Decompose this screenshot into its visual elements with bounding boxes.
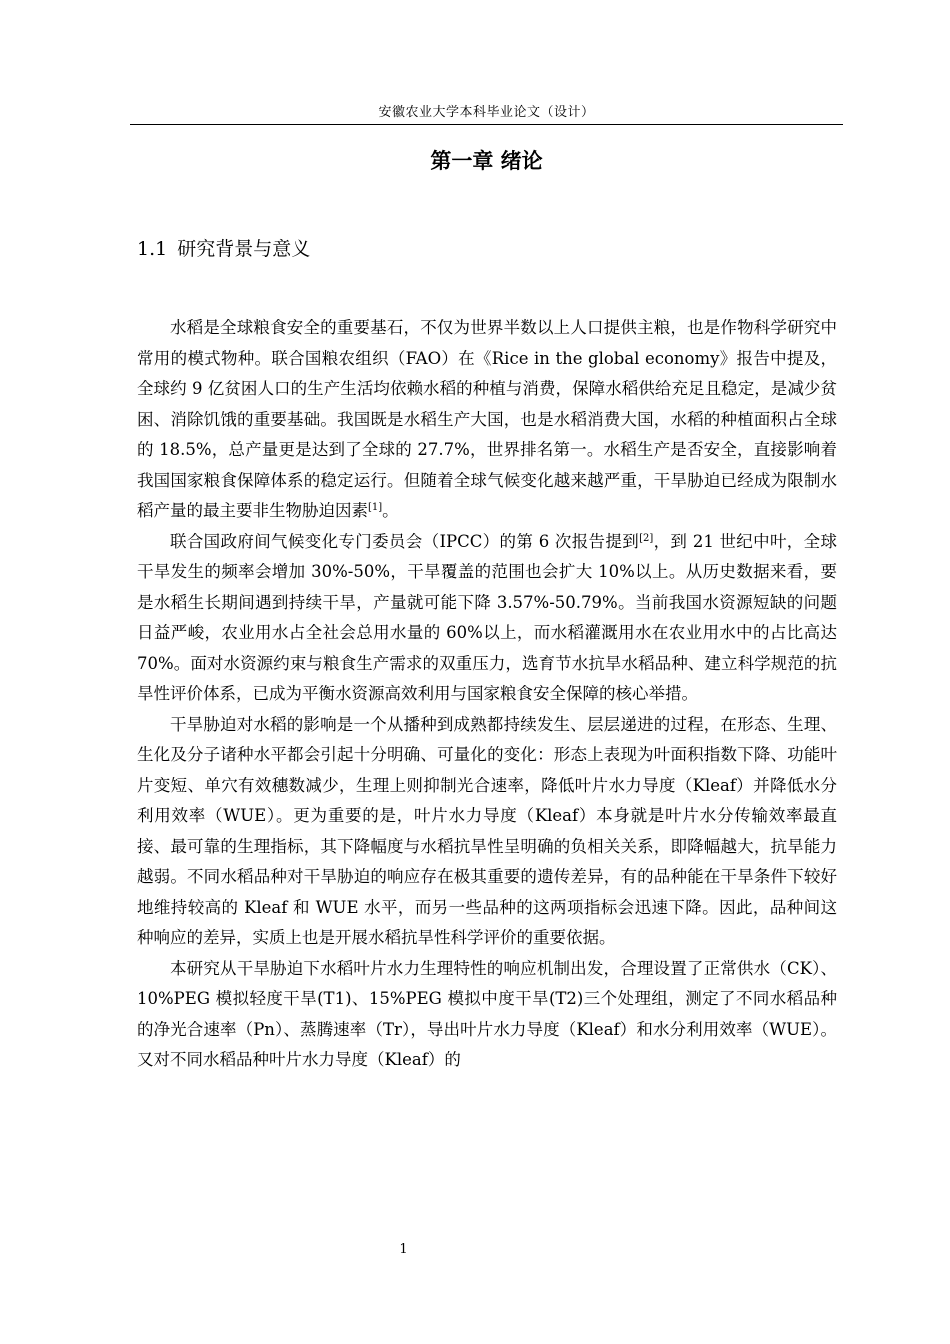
page-number: 1 (399, 1242, 408, 1257)
paragraph-text: 联合国政府间气候变化专门委员会（IPCC）的第 6 次报告提到 (170, 531, 640, 551)
paragraph-text: 水稻是全球粮食安全的重要基石，不仅为世界半数以上人口提供主粮，也是作物科学研究中常用的模式物种。联合国粮农组织（FAO）在《Rice in the global economy》报告中提及，全球约 9 亿贫困人口的生产生活均依赖水稻的种植与消费，保障水稻供给充足且稳定，是减少贫困、消除饥饿的重要基础。我国既是水稻生产大国，也是水稻消费大国，水稻的种植面积占全球的 18.5%，总产量更是达到了全球的 27.7%，世界排名第一。水稻生产是否安全，直接影响着我国国家粮食保障体系的稳定运行。但随着全球气候变化越来越严重，干旱胁迫已经成为限制水稻产量的最主要非生物胁迫因素 (137, 318, 837, 520)
section-number: 1.1 (137, 238, 168, 260)
body-text (137, 313, 837, 1076)
citation[interactable]: [2] (639, 532, 654, 544)
paragraph-1 (137, 313, 837, 527)
paragraph-tail: 。 (382, 501, 399, 520)
section-title (137, 235, 310, 263)
paragraph-4: 本研究从干旱胁迫下水稻叶片水力生理特性的响应机制出发，合理设置了正常供水（CK）、10%PEG 模拟轻度干旱(T1)、15%PEG 模拟中度干旱(T2)三个处理组，测定了不同水稻品种的净光合速率（Pn）、蒸腾速率（Tr），导出叶片水力导度（Kleaf）和水分利用效率（WUE）。又对不同水稻品种叶片水力导度（Kleaf）的 (137, 958, 837, 1069)
running-header: 安徽农业大学本科毕业论文（设计） (378, 105, 595, 120)
chapter-title: 第一章 绪论 (430, 149, 543, 173)
paragraph-tail: ，到 21 世纪中叶，全球干旱发生的频率会增加 30%-50%，干旱覆盖的范围也会扩大 10%以上。从历史数据来看，要是水稻生长期间遇到持续干旱，产量就可能下降 3.57%-50.79%。当前我国水资源短缺的问题日益严峻，农业用水占全社会总用水量的 60%以上，而水稻灌溉用水在农业用水中的占比高达 70%。面对水资源约束与粮食生产需求的双重压力，选育节水抗旱水稻品种、建立科学规范的抗旱性评价体系，已成为平衡水资源高效利用与国家粮食安全保障的核心举措。 (137, 531, 837, 703)
section-heading-text: 研究背景与意义 (177, 238, 311, 260)
citation[interactable]: [1] (368, 502, 383, 513)
header-rule (130, 124, 843, 125)
paragraph-3: 干旱胁迫对水稻的影响是一个从播种到成熟都持续发生、层层递进的过程，在形态、生理、生化及分子诸种水平都会引起十分明确、可量化的变化：形态上表现为叶面积指数下降、功能叶片变短、单穴有效穗数减少，生理上则抑制光合速率，降低叶片水力导度（Kleaf）并降低水分利用效率（WUE）。更为重要的是，叶片水力导度（Kleaf）本身就是叶片水分传输效率最直接、最可靠的生理指标，其下降幅度与水稻抗旱性呈明确的负相关关系，即降幅越大，抗旱能力越弱。不同水稻品种对干旱胁迫的响应存在极其重要的遗传差异，有的品种能在干旱条件下较好地维持较高的 Kleaf 和 WUE 水平，而另一些品种的这两项指标会迅速下降。因此，品种间这种响应的差异，实质上也是开展水稻抗旱性科学评价的重要依据。 (137, 714, 837, 947)
paragraph-2 (137, 527, 837, 710)
